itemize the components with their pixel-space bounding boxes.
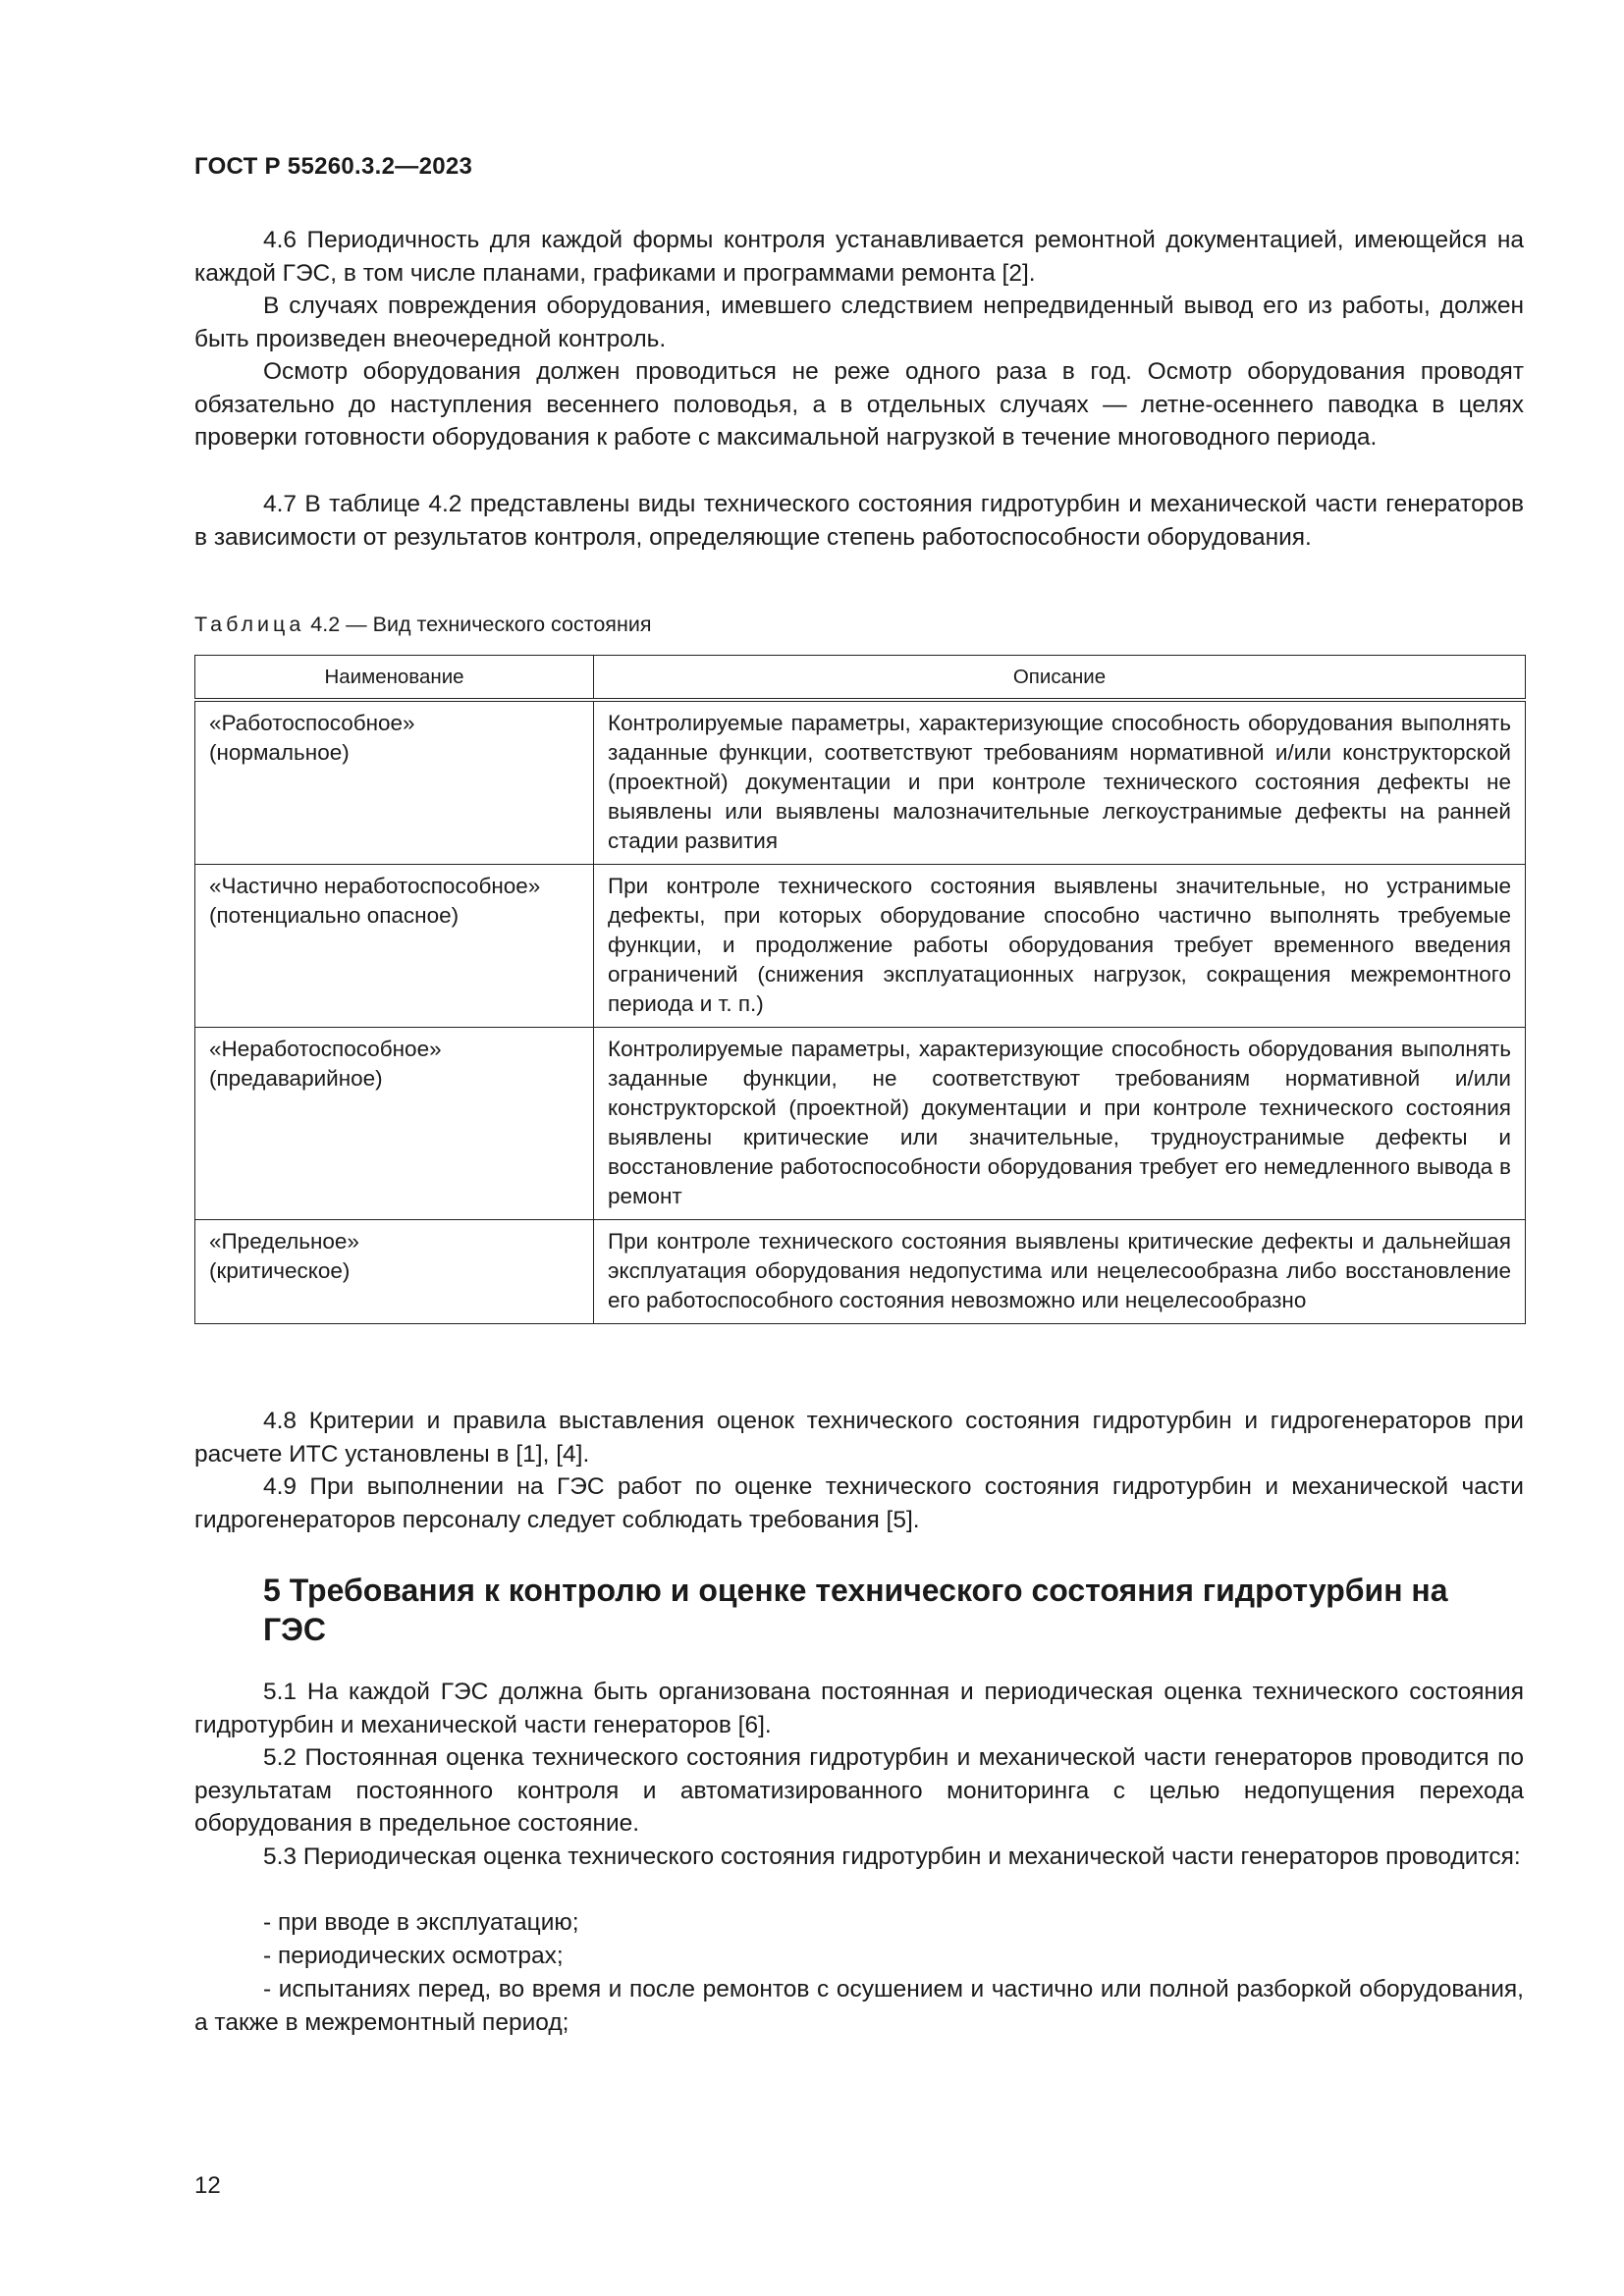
state-qualifier: (критическое) (209, 1258, 351, 1283)
state-name: «Неработоспособное» (209, 1037, 442, 1061)
paragraph-4-8: 4.8 Критерии и правила выставления оценок технического состояния гидротурбин и гидрогенераторов при расчете ИТС установлены в [1], [4]. (194, 1408, 1524, 1468)
table-cell-name (195, 865, 594, 1028)
table-cell-name (195, 1220, 594, 1324)
document-header: ГОСТ Р 55260.3.2—2023 (194, 153, 473, 180)
state-name: «Предельное» (209, 1229, 359, 1254)
state-name: «Работоспособное» (209, 711, 415, 735)
state-name: «Частично неработоспособное» (209, 874, 541, 898)
state-qualifier: (нормальное) (209, 740, 350, 765)
paragraph-damage: В случаях повреждения оборудования, имевшего следствием непредвиденный вывод его из работы, должен быть произведен внеочередной контроль. (194, 293, 1524, 352)
section-5-heading: 5 Требования к контролю и оценке технического состояния гидротурбин на ГЭС (263, 1573, 1448, 1647)
paragraph-4-6: 4.6 Периодичность для каждой формы контроля устанавливается ремонтной документацией, имеющейся на каждой ГЭС, в том числе планами, графиками и программами ремонта [2]. (194, 227, 1524, 287)
paragraph-5-3: 5.3 Периодическая оценка технического состояния гидротурбин и механической части генераторов проводится: (263, 1843, 1521, 1870)
page-number: 12 (194, 2172, 221, 2199)
table-cell-description: Контролируемые параметры, характеризующие способность оборудования выполнять заданные функции, соответствуют требованиям нормативной и/или конструкторской (проектной) документации и при контроле технического состояния дефекты не выявлены или выявлены малозначительные легкоустранимые дефекты на ранней стадии развития (594, 700, 1526, 865)
state-qualifier: (потенциально опасное) (209, 903, 460, 928)
table-cell-description: При контроле технического состояния выявлены значительные, но устранимые дефекты, при которых оборудование способно частично выполнять требуемые функции, и продолжение работы оборудования требует временного введения ограничений (снижения эксплуатационных нагрузок, сокращения межремонтного периода и т. п.) (594, 865, 1526, 1028)
paragraph-4-7: 4.7 В таблице 4.2 представлены виды технического состояния гидротурбин и механической части генераторов в зависимости от результатов контроля, определяющие степень работоспособности оборудования. (194, 491, 1524, 551)
table-header-row (195, 656, 1526, 701)
table-row (195, 1220, 1526, 1324)
table-row (195, 1028, 1526, 1220)
table-caption (194, 613, 651, 637)
table-caption-label: Таблица (194, 613, 305, 636)
table-header-description: Описание (594, 656, 1526, 701)
table-row (195, 700, 1526, 865)
state-qualifier: (предаварийное) (209, 1066, 383, 1091)
table-caption-text: 4.2 — Вид технического состояния (310, 613, 652, 636)
paragraph-5-2: 5.2 Постоянная оценка технического состояния гидротурбин и механической части генераторов проводится по результатам постоянного контроля и автоматизированного мониторинга с целью недопущения перехода оборудования в предельное состояние. (194, 1744, 1524, 1837)
table-cell-name (195, 1028, 594, 1220)
list-item: - периодических осмотрах; (263, 1943, 564, 1969)
paragraph-4-9: 4.9 При выполнении на ГЭС работ по оценке технического состояния гидротурбин и механической части гидрогенераторов персоналу следует соблюдать требования [5]. (194, 1473, 1524, 1533)
table-cell-description: Контролируемые параметры, характеризующие способность оборудования выполнять заданные функции, не соответствуют требованиям нормативной и/или конструкторской (проектной) документации и при контроле технического состояния выявлены критические или значительные, трудноустранимые дефекты и восстановление работоспособности оборудования требует его немедленного вывода в ремонт (594, 1028, 1526, 1220)
technical-state-table (194, 655, 1526, 1324)
paragraph-5-1: 5.1 На каждой ГЭС должна быть организована постоянная и периодическая оценка технического состояния гидротурбин и механической части генераторов [6]. (194, 1679, 1524, 1738)
table-cell-description: При контроле технического состояния выявлены критические дефекты и дальнейшая эксплуатация оборудования недопустима или нецелесообразна либо восстановление его работоспособного состояния невозможно или нецелесообразно (594, 1220, 1526, 1324)
table-cell-name (195, 700, 594, 865)
table-row (195, 865, 1526, 1028)
paragraph-inspection: Осмотр оборудования должен проводиться не реже одного раза в год. Осмотр оборудования проводят обязательно до наступления весеннего половодья, а в отдельных случаях — летне-осеннего паводка в целях проверки готовности оборудования к работе с максимальной нагрузкой в течение многоводного периода. (194, 358, 1524, 451)
table-header-name: Наименование (195, 656, 594, 701)
list-item: - испытаниях перед, во время и после ремонтов с осушением и частично или полной разборкой оборудования, а также в межремонтный период; (194, 1976, 1524, 2036)
list-item: - при вводе в эксплуатацию; (263, 1909, 579, 1936)
